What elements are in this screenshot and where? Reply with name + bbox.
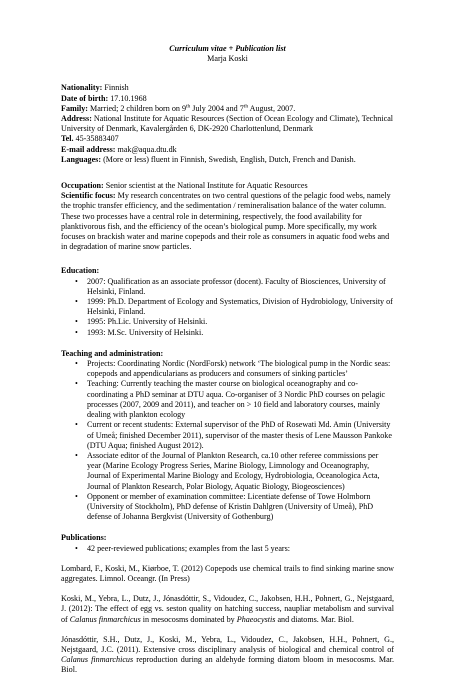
occupation-section: [61, 181, 394, 252]
publication-entry: Jónasdóttir, S.H., Dutz, J., Koski, M., Yebra, L., Vidoudez, C., Jakobsen, H.H., Pohnert, G., Nejstgaard, J.C. (2011). Extensive cross disciplinary analysis of biological and chemical control of Calanus finmarchicus reproduction during an aldehyde forming diatom bloom in mesocosms. Mar. Biol.: [61, 634, 394, 675]
dob-line: Date of birth: 17.10.1968: [61, 93, 147, 103]
species-name: Calanus finmarchicus: [69, 614, 141, 624]
occupation-value: Senior scientist at the National Institute for Aquatic Resources: [105, 181, 308, 191]
education-list: [61, 277, 394, 338]
personal-section: [61, 83, 394, 165]
publications-heading: Publications:: [61, 533, 107, 543]
nationality-value: Finnish: [104, 83, 129, 93]
list-item: • Current or recent students: External supervisor of the PhD of Rosewati Md. Amin (University of Umeå; finished December 2011), supervisor of the master thesis of Lene Mausson Pankoke (DTU Aqua; finished August 2012).: [87, 420, 394, 451]
list-item: • Associate editor of the Journal of Plankton Research, ca.10 other referee commissions per year (Marine Ecology Progress Series, Marine Biology, Limnology and Oceanography, Journal of Experimental Marine Biology and Ecology, Hydrobiologia, Oceanologica Acta, Journal of Plankton Research, Polar Biology, Aquatic Biology, Biogeosciences): [87, 451, 394, 492]
nationality-line: Nationality: Finnish: [61, 83, 129, 93]
family-label: Family:: [61, 103, 88, 113]
focus-line: [61, 191, 394, 252]
tel-value: 45-35883407: [75, 134, 119, 144]
list-item: • Opponent or member of examination committee: Licentiate defense of Towe Holmborn (University of Stockholm), PhD defense of Kristin Dahlgren (University of Umeå), PhD defense of Johanna Bergkvist (University of Gothenburg): [87, 492, 394, 523]
tel-label: Tel.: [61, 134, 74, 144]
list-item: • 1999: Ph.D. Department of Ecology and Systematics, Division of Hydrobiology, University of Helsinki, Finland.: [87, 297, 394, 317]
address-value: National Institute for Aquatic Resources (Section of Ocean Ecology and Climate), Technical University of Denmark, Kavalergården 6, DK-2920 Charlottenlund, Denmark: [61, 114, 394, 134]
species-name: Calanus finmarchicus: [61, 655, 134, 665]
publications-section: [61, 533, 394, 675]
dob-label: Date of birth: [61, 93, 106, 103]
family-sup-2: th: [243, 103, 249, 110]
email-value[interactable]: mak@aqua.dtu.dk: [117, 144, 177, 154]
teaching-section: [61, 349, 394, 522]
publication-entry: Koski, M., Yebra, L., Dutz, J., Jónasdóttir, S., Vidoudez, C., Jakobsen, H.H., Pohnert, G., Nejstgaard, J. (2012): The effect of egg vs. seston quality on hatching success, naupliar metabolism and survival of Calanus finmarchicus in mesocosms dominated by Phaeocystis and diatoms. Mar. Biol.: [61, 594, 394, 624]
languages-line: [61, 155, 394, 165]
publications-summary-list: [61, 544, 394, 554]
nationality-label: Nationality: [61, 83, 100, 93]
family-text-3: August, 2007.: [248, 103, 296, 113]
occupation-line: [61, 181, 394, 191]
languages-label: Languages:: [61, 154, 102, 164]
author-name: Marja Koski: [207, 54, 248, 64]
list-item: • 1993: M.Sc. University of Helsinki.: [87, 328, 394, 338]
teaching-list: [61, 359, 394, 522]
languages-value: (More or less) fluent in Finnish, Swedish, English, Dutch, French and Danish.: [103, 154, 356, 164]
list-item: • Projects: Coordinating Nordic (NordForsk) network ‘The biological pump in the Nordic seas: copepods and appendicularians as producers and consumers of sinking particles’: [87, 359, 394, 379]
address-line: Address: National Institute for Aquatic Resources (Section of Ocean Ecology and Climate), Technical University of Denmark, Kavalergården 6, DK-2920 Charlottenlund, Denmark: [61, 114, 394, 134]
species-name: Phaeocystis: [236, 614, 276, 624]
focus-label: Scientific focus:: [61, 191, 116, 201]
email-line: E-mail address: mak@aqua.dtu.dk: [61, 144, 177, 154]
document-title: Curriculum vitae + Publication list: [169, 44, 286, 53]
list-item: • 1995: Ph.Lic. University of Helsinki.: [87, 317, 394, 327]
list-item: • 42 peer-reviewed publications; examples from the last 5 years:: [87, 544, 394, 554]
occupation-label: Occupation:: [61, 181, 104, 191]
family-text-1: Married; 2 children born on 9: [90, 103, 186, 113]
education-heading: Education:: [61, 266, 100, 276]
family-sup-1: th: [186, 103, 191, 110]
publication-entry: Lombard, F., Koski, M., Kiørboe, T. (2012) Copepods use chemical trails to find sinking marine snow aggregates. Limnol. Oceangr. (In Press): [61, 563, 394, 583]
education-section: [61, 266, 394, 337]
dob-value: 17.10.1968: [110, 93, 147, 103]
focus-value: My research concentrates on two central questions of the pelagic food webs, namely the trophic transfer efficiency, and the sedimentation / remineralisation balance of the water column. These two processes have a central role in determining, respectively, the food availability for planktivorous fish, and the efficiency of the ocean’s biological pump. More specifically, my work focuses on brackish water and marine copepods and their role as consumers in aquatic food webs and in degradation of marine snow particles.: [61, 191, 391, 252]
list-item: • 2007: Qualification as an associate professor (docent). Faculty of Biosciences, University of Helsinki, Finland.: [87, 277, 394, 297]
family-line: [61, 104, 394, 114]
list-item: • Teaching: Currently teaching the master course on biological oceanography and co-coordinating a PhD seminar at DTU aqua. Co-organiser of 3 Nordic PhD courses on pelagic processes (2007, 2009 and 2011), and teacher on > 10 field and laboratory courses, mainly dealing with plankton ecology: [87, 379, 394, 420]
tel-line: [61, 134, 394, 144]
family-text-2: July 2004 and 7: [190, 103, 244, 113]
address-label: Address: [61, 114, 90, 124]
teaching-heading: Teaching and administration:: [61, 348, 164, 358]
email-label: E-mail address: [61, 144, 113, 154]
